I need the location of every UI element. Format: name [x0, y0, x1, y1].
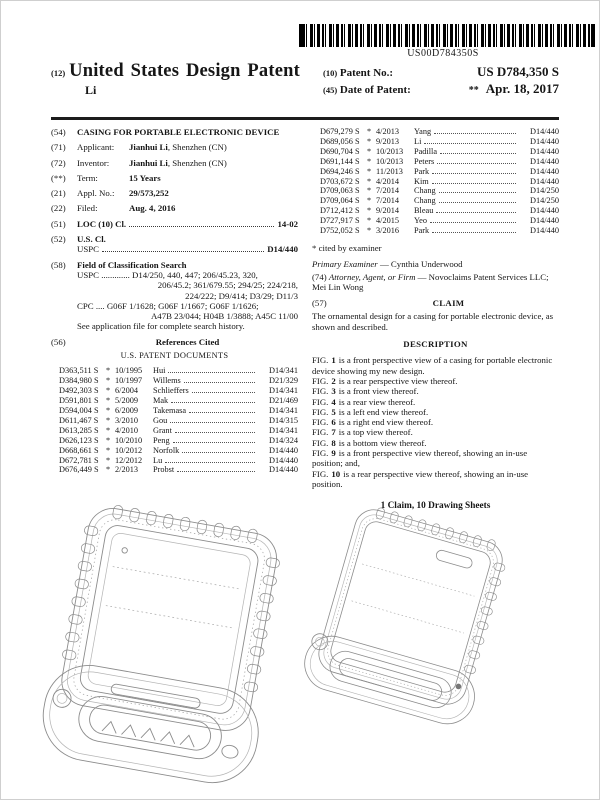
- ref-classification: D14/440: [529, 206, 559, 216]
- field-code-45: (45): [323, 85, 338, 95]
- right-column: [312, 127, 559, 512]
- dot-leader: [189, 412, 255, 413]
- ref-classification: D14/440: [529, 176, 559, 186]
- fig-text: is a front perspective view thereof, showing an in-use position; and,: [312, 448, 528, 469]
- ref-patent-number: D709,064 S: [320, 196, 360, 206]
- reference-row: [59, 426, 298, 436]
- field-56-references: [51, 337, 298, 347]
- dot-leader: [432, 183, 516, 184]
- patent-no-label: Patent No.:: [339, 67, 394, 79]
- field-71-applicant: [51, 142, 298, 152]
- field-num: (74): [312, 271, 327, 282]
- ref-inventor-name: Li: [414, 136, 422, 146]
- ref-patent-number: D727,917 S: [320, 216, 360, 226]
- ref-patent-number: D594,004 S: [59, 405, 99, 415]
- header-left: [51, 61, 300, 98]
- field-num: (56): [51, 336, 66, 347]
- attorney-label: Attorney, Agent, or Firm: [328, 271, 416, 282]
- field-of-search-label: Field of Classification Search: [77, 259, 187, 270]
- ref-patent-number: D384,980 S: [59, 376, 99, 386]
- figure-description-line: [312, 448, 559, 469]
- references-table-left: [59, 366, 298, 475]
- dot-leader: [168, 372, 255, 373]
- ref-patent-number: D709,063 S: [320, 186, 360, 196]
- ref-classification: D14/440: [529, 166, 559, 176]
- left-column: [51, 127, 298, 512]
- ref-classification: D14/341: [268, 425, 298, 435]
- fig-label: FIG.: [312, 437, 329, 448]
- ref-date: 9/2013: [376, 136, 400, 146]
- ref-examiner-star: *: [367, 216, 372, 226]
- patent-date-row: [323, 81, 559, 98]
- field-72-inventor: [51, 158, 298, 168]
- filed-label: Filed:: [77, 203, 98, 214]
- term-extension-marker: **: [468, 85, 479, 96]
- ref-date: 10/2013: [376, 156, 404, 166]
- ref-inventor-name: Lu: [153, 455, 163, 465]
- cited-by-examiner-note: * cited by examiner: [312, 242, 382, 253]
- dot-leader: [177, 471, 255, 472]
- ref-patent-number: D712,412 S: [320, 206, 360, 216]
- ref-classification: D14/341: [268, 386, 298, 396]
- field-51-loc-class: [51, 219, 298, 229]
- ref-examiner-star: *: [367, 166, 372, 176]
- figure-description-line: [312, 469, 559, 490]
- fig-number: 10: [331, 468, 341, 479]
- dot-leader: [432, 173, 516, 174]
- ref-examiner-star: *: [367, 127, 372, 136]
- ref-classification: D14/440: [529, 216, 559, 226]
- field-code-12: (12): [51, 68, 66, 78]
- ref-examiner-star: *: [106, 455, 111, 465]
- ref-examiner-star: *: [367, 226, 372, 236]
- ref-patent-number: D591,801 S: [59, 396, 99, 406]
- dot-leader: [165, 462, 255, 463]
- applicant-label: Applicant:: [77, 142, 115, 153]
- fig-number: 2: [331, 375, 336, 386]
- ref-classification: D14/315: [268, 415, 298, 425]
- ref-patent-number: D752,052 S: [320, 226, 360, 236]
- fig-label: FIG.: [312, 468, 329, 479]
- claim-heading: CLAIM: [432, 298, 465, 309]
- ref-date: 11/2013: [376, 166, 403, 176]
- ref-examiner-star: *: [367, 176, 372, 186]
- primary-examiner-label: Primary Examiner: [312, 259, 378, 270]
- figure-description-line: [312, 427, 559, 437]
- ref-classification: D14/324: [268, 435, 298, 445]
- attorney-line: [312, 272, 559, 293]
- page-title: United States Design Patent: [69, 61, 300, 81]
- ref-date: 2/2013: [115, 465, 139, 475]
- ref-classification: D14/440: [529, 127, 559, 136]
- uspc-search-line: 206/45.2; 361/679.55; 294/25; 224/218,: [157, 280, 298, 291]
- ref-inventor-name: Probst: [153, 465, 175, 475]
- field-num: (51): [51, 218, 66, 229]
- ref-patent-number: D689,056 S: [320, 136, 360, 146]
- figure-description-line: [312, 386, 559, 396]
- fig-text: is a rear perspective view thereof.: [338, 375, 458, 386]
- reference-row: [320, 167, 559, 177]
- fig-label: FIG.: [312, 375, 329, 386]
- invention-title: CASING FOR PORTABLE ELECTRONIC DEVICE: [77, 127, 280, 137]
- references-table-right: [320, 127, 559, 236]
- ref-inventor-name: Yang: [414, 127, 432, 136]
- reference-row: [320, 216, 559, 226]
- figure-front-perspective-drawing: [31, 495, 331, 800]
- ref-examiner-star: *: [367, 186, 372, 196]
- reference-row: [59, 446, 298, 456]
- ref-inventor-name: Padilla: [414, 146, 438, 156]
- reference-row: [59, 465, 298, 475]
- field-54-title: [51, 127, 298, 137]
- ref-date: 4/2014: [376, 176, 400, 186]
- ref-examiner-star: *: [106, 405, 111, 415]
- ref-classification: D14/440: [529, 136, 559, 146]
- figure-description-line: [312, 355, 559, 376]
- field-num: (58): [51, 259, 66, 270]
- ref-date: 9/2014: [376, 206, 400, 216]
- barcode-image: [299, 24, 595, 47]
- dot-leader: [102, 251, 264, 252]
- field-num: (57): [312, 298, 327, 309]
- ref-date: 4/2010: [115, 425, 139, 435]
- applicant-location: , Shenzhen (CN): [167, 142, 227, 153]
- cpc-search-line: CPC .... G06F 1/1628; G06F 1/1667; G06F 1/1626;: [77, 300, 259, 311]
- primary-examiner-name: — Cynthia Underwood: [379, 259, 463, 270]
- claim-section-heading: [312, 298, 559, 308]
- ref-patent-number: D363,511 S: [59, 366, 99, 376]
- header-divider: [51, 117, 559, 120]
- ref-inventor-name: Mak: [153, 396, 169, 406]
- fig-number: 9: [331, 448, 336, 459]
- claim-sheet-summary: 1 Claim, 10 Drawing Sheets: [380, 501, 491, 512]
- dot-leader: [175, 432, 255, 433]
- ref-date: 10/2012: [115, 445, 143, 455]
- uspc-search-line: 224/222; D9/414; D3/29; D11/3: [185, 290, 298, 301]
- dot-leader: [437, 163, 516, 164]
- ref-classification: D14/440: [268, 445, 298, 455]
- inventor-name: Jianhui Li: [129, 157, 168, 168]
- term-label: Term:: [77, 172, 98, 183]
- ref-inventor-name: Chang: [414, 196, 436, 206]
- ref-examiner-star: *: [106, 386, 111, 396]
- field-21-appl-no: [51, 188, 298, 198]
- ref-date: 6/2009: [115, 405, 139, 415]
- inventor-label: Inventor:: [77, 157, 110, 168]
- reference-row: [320, 186, 559, 196]
- dot-leader: [182, 452, 255, 453]
- field-num: (72): [51, 157, 66, 168]
- ref-classification: D14/440: [529, 156, 559, 166]
- inventor-surname: Li: [85, 83, 97, 97]
- dot-leader: [173, 442, 255, 443]
- ref-inventor-name: Willems: [153, 376, 181, 386]
- ref-date: 10/1995: [115, 366, 143, 376]
- field-num: (22): [51, 203, 66, 214]
- us-cl-label: U.S. Cl.: [77, 234, 106, 245]
- field-22-filed: [51, 203, 298, 213]
- ref-inventor-name: Grant: [153, 425, 172, 435]
- field-52-us-class: [51, 234, 298, 255]
- fig-text: is a right end view thereof.: [338, 417, 434, 428]
- fig-label: FIG.: [312, 386, 329, 397]
- references-cited-heading: References Cited: [155, 336, 220, 347]
- ref-classification: D14/440: [268, 465, 298, 475]
- ref-classification: D21/469: [268, 396, 298, 406]
- dot-leader: [440, 153, 516, 154]
- reference-row: [320, 127, 559, 137]
- ref-date: 12/2012: [115, 455, 143, 465]
- dot-leader: [129, 226, 274, 227]
- ref-inventor-name: Yeo: [414, 216, 427, 226]
- cpc-search-line: A47B 23/044; H04B 1/3888; A45C 11/00: [150, 311, 298, 322]
- ref-examiner-star: *: [106, 415, 111, 425]
- bumper-grooves: [62, 500, 285, 692]
- fig-label: FIG.: [312, 355, 329, 366]
- ref-inventor-name: Bleau: [414, 206, 434, 216]
- fig-text: is a front perspective view of a casing for portable electronic device showing my new design.: [312, 355, 553, 376]
- ref-classification: D14/341: [268, 366, 298, 376]
- ref-examiner-star: *: [367, 136, 372, 146]
- ref-date: 3/2010: [115, 415, 139, 425]
- figure-descriptions: [312, 355, 559, 489]
- uspc-value: D14/440: [267, 244, 298, 255]
- dot-leader: [170, 422, 255, 423]
- ref-date: 10/2013: [376, 146, 404, 156]
- ref-patent-number: D611,467 S: [59, 415, 99, 425]
- ref-date: 3/2016: [376, 226, 400, 236]
- patent-number-row: [323, 64, 559, 81]
- ref-patent-number: D691,144 S: [320, 156, 360, 166]
- dot-leader: [439, 192, 516, 193]
- reference-row: [59, 386, 298, 396]
- loc-value: 14-02: [277, 218, 298, 229]
- dot-leader: [424, 143, 516, 144]
- fig-text: is a rear view thereof.: [338, 396, 416, 407]
- fig-text: is a bottom view thereof.: [338, 437, 427, 448]
- figure-description-line: [312, 376, 559, 386]
- fig-text: is a rear perspective view thereof, showing an in-use position.: [312, 468, 529, 489]
- ref-patent-number: D676,449 S: [59, 465, 99, 475]
- fig-label: FIG.: [312, 417, 329, 428]
- field-num: (71): [51, 142, 66, 153]
- reference-row: [320, 157, 559, 167]
- fig-number: 1: [331, 355, 336, 366]
- figure-description-line: [312, 397, 559, 407]
- ref-date: 10/2010: [115, 435, 143, 445]
- ref-classification: D14/440: [529, 146, 559, 156]
- date-of-patent-label: Date of Patent:: [339, 84, 411, 96]
- ref-inventor-name: Peters: [414, 156, 435, 166]
- appl-no-value: 29/573,252: [129, 188, 169, 199]
- reference-row: [59, 376, 298, 386]
- ref-date: 4/2015: [376, 216, 400, 226]
- inventor-location: , Shenzhen (CN): [167, 157, 227, 168]
- ref-inventor-name: Takemasa: [153, 405, 187, 415]
- term-value: 15 Years: [129, 172, 161, 183]
- primary-examiner-line: [312, 259, 559, 269]
- ref-classification: D14/250: [529, 186, 559, 196]
- uspc-search-line: USPC ............. D14/250, 440, 447; 206/45.23, 320,: [77, 269, 258, 280]
- appl-no-label: Appl. No.:: [77, 188, 115, 199]
- figure-description-line: [312, 417, 559, 427]
- loc-label: LOC (10) Cl.: [77, 218, 127, 229]
- ref-date: 10/1997: [115, 376, 143, 386]
- ref-date: 6/2004: [115, 386, 139, 396]
- fig-label: FIG.: [312, 427, 329, 438]
- ref-classification: D21/329: [268, 376, 298, 386]
- ref-examiner-star: *: [106, 366, 111, 376]
- fig-label: FIG.: [312, 448, 329, 459]
- figure-rear-perspective-drawing: [289, 499, 569, 739]
- reference-row: [59, 436, 298, 446]
- ref-patent-number: D690,704 S: [320, 146, 360, 156]
- ref-examiner-star: *: [106, 465, 111, 475]
- uspc-label: USPC: [77, 244, 100, 255]
- ref-patent-number: D668,661 S: [59, 445, 99, 455]
- barcode-text: US00D784350S: [407, 48, 479, 59]
- search-history-note: See application file for complete search history.: [77, 321, 245, 332]
- dot-leader: [171, 402, 255, 403]
- body-columns: [51, 127, 559, 512]
- dot-leader: [184, 382, 255, 383]
- ref-inventor-name: Norfolk: [153, 445, 180, 455]
- reference-row: [320, 147, 559, 157]
- filed-date: Aug. 4, 2016: [129, 203, 176, 214]
- ref-inventor-name: Kim: [414, 176, 429, 186]
- ref-inventor-name: Schlieffers: [153, 386, 189, 396]
- ref-examiner-star: *: [106, 376, 111, 386]
- header: [51, 61, 559, 98]
- figure-description-line: [312, 407, 559, 417]
- reference-row: [59, 416, 298, 426]
- claim-text: The ornamental design for a casing for portable electronic device, as shown and described.: [312, 311, 554, 332]
- reference-row: [59, 396, 298, 406]
- fig-label: FIG.: [312, 406, 329, 417]
- ref-examiner-star: *: [106, 425, 111, 435]
- ref-inventor-name: Gou: [153, 415, 168, 425]
- ref-inventor-name: Park: [414, 166, 430, 176]
- field-num: (54): [51, 127, 66, 137]
- ref-patent-number: D492,303 S: [59, 386, 99, 396]
- ref-date: 5/2009: [115, 396, 139, 406]
- ref-classification: D14/440: [529, 226, 559, 236]
- dot-leader: [192, 392, 255, 393]
- ref-patent-number: D672,781 S: [59, 455, 99, 465]
- reference-row: [59, 456, 298, 466]
- ref-patent-number: D694,246 S: [320, 166, 360, 176]
- reference-row: [59, 366, 298, 376]
- fig-number: 8: [331, 437, 336, 448]
- dot-leader: [434, 133, 516, 134]
- ref-inventor-name: Hui: [153, 366, 166, 376]
- ref-classification: D14/250: [529, 196, 559, 206]
- fig-text: is a front view thereof.: [338, 386, 419, 397]
- field-term: [51, 173, 298, 183]
- ref-examiner-star: *: [367, 206, 372, 216]
- applicant-name: Jianhui Li: [129, 142, 168, 153]
- description-heading: DESCRIPTION: [403, 339, 468, 350]
- fig-text: is a top view thereof.: [338, 427, 413, 438]
- dot-leader: [432, 232, 516, 233]
- field-num: (52): [51, 234, 66, 245]
- ref-patent-number: D626,123 S: [59, 435, 99, 445]
- fig-label: FIG.: [312, 396, 329, 407]
- ref-inventor-name: Peng: [153, 435, 170, 445]
- fig-number: 4: [331, 396, 336, 407]
- attorney-firm: — Novoclaims Patent Services LLC; Mei Lin Wong: [312, 271, 549, 292]
- reference-row: [320, 226, 559, 236]
- reference-row: [320, 206, 559, 216]
- ref-date: 7/2014: [376, 196, 400, 206]
- ref-inventor-name: Chang: [414, 186, 436, 196]
- ref-inventor-name: Park: [414, 226, 430, 236]
- ref-examiner-star: *: [106, 435, 111, 445]
- field-58-classification-search: [51, 260, 298, 332]
- patent-date: Apr. 18, 2017: [485, 81, 559, 96]
- figure-description-line: [312, 438, 559, 448]
- ref-patent-number: D613,285 S: [59, 425, 99, 435]
- ref-examiner-star: *: [367, 146, 372, 156]
- fig-number: 5: [331, 406, 336, 417]
- field-num: (**): [51, 172, 66, 183]
- ref-patent-number: D679,279 S: [320, 127, 360, 136]
- reference-row: [320, 137, 559, 147]
- reference-row: [320, 177, 559, 187]
- ref-examiner-star: *: [106, 396, 111, 406]
- ref-examiner-star: *: [106, 445, 111, 455]
- fig-number: 3: [331, 386, 336, 397]
- reference-row: [320, 196, 559, 206]
- reference-row: [59, 406, 298, 416]
- fig-number: 7: [331, 427, 336, 438]
- field-code-10: (10): [323, 68, 338, 78]
- dot-leader: [430, 222, 516, 223]
- dot-leader: [436, 212, 516, 213]
- us-patent-documents-heading: U.S. PATENT DOCUMENTS: [120, 351, 229, 361]
- fig-number: 6: [331, 417, 336, 428]
- ref-patent-number: D703,672 S: [320, 176, 360, 186]
- patent-number: US D784,350 S: [477, 64, 559, 79]
- header-right: [323, 61, 559, 98]
- fig-text: is a left end view thereof.: [338, 406, 429, 417]
- ref-classification: D14/341: [268, 405, 298, 415]
- ref-date: 7/2014: [376, 186, 400, 196]
- ref-classification: D14/440: [268, 455, 298, 465]
- ref-examiner-star: *: [367, 156, 372, 166]
- ref-date: 4/2013: [376, 127, 400, 136]
- dot-leader: [439, 202, 516, 203]
- ref-examiner-star: *: [367, 196, 372, 206]
- field-num: (21): [51, 188, 66, 199]
